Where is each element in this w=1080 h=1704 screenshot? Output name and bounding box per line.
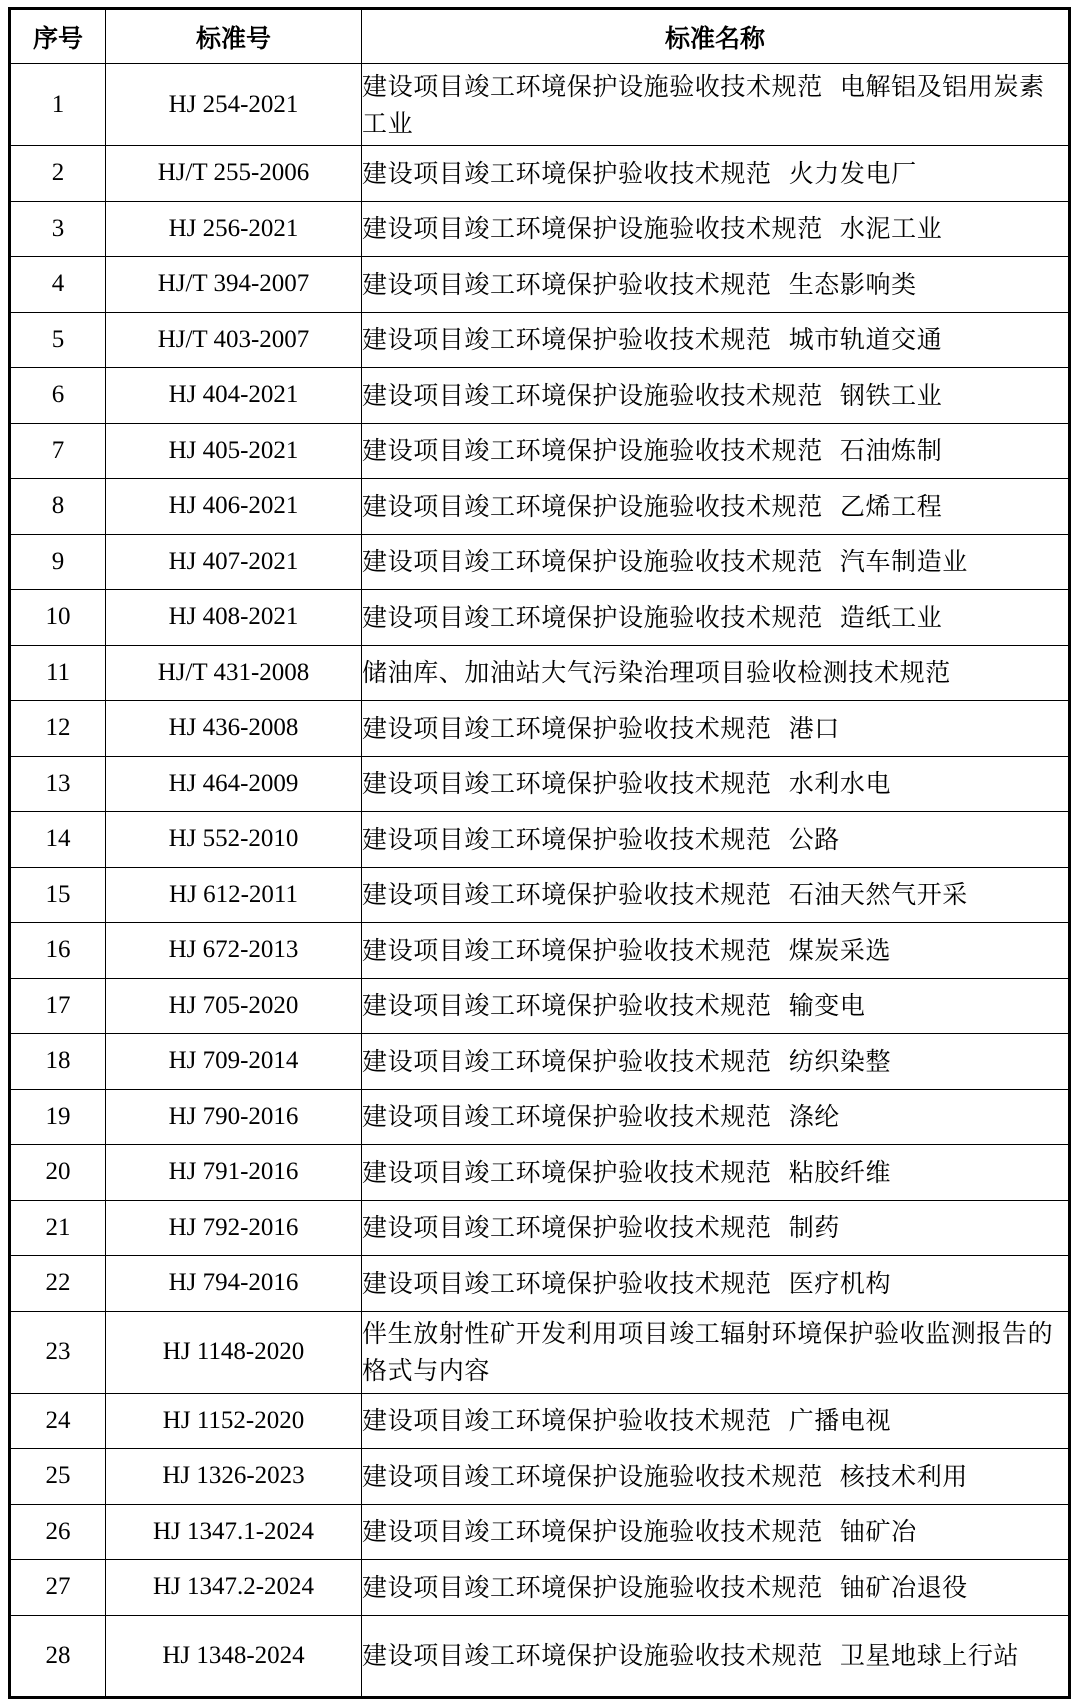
standard-code-cell: HJ 792-2016	[106, 1200, 362, 1256]
serial-number-cell: 1	[10, 64, 106, 146]
standard-name-cell: 建设项目竣工环境保护验收技术规范 输变电	[362, 978, 1070, 1034]
table-row	[10, 1256, 1070, 1312]
serial-number-cell: 17	[10, 978, 106, 1034]
serial-number-cell: 26	[10, 1504, 106, 1560]
table-row	[10, 534, 1070, 590]
standard-name-cell: 建设项目竣工环境保护设施验收技术规范 乙烯工程	[362, 479, 1070, 535]
standard-code-cell: HJ 405-2021	[106, 423, 362, 479]
standard-code-cell: HJ 709-2014	[106, 1034, 362, 1090]
standard-name-cell: 建设项目竣工环境保护验收技术规范 煤炭采选	[362, 923, 1070, 979]
table-row	[10, 590, 1070, 646]
standard-code-cell: HJ 256-2021	[106, 201, 362, 257]
serial-number-cell: 13	[10, 756, 106, 812]
standard-name-cell: 建设项目竣工环境保护设施验收技术规范 铀矿冶	[362, 1504, 1070, 1560]
serial-number-cell: 24	[10, 1393, 106, 1449]
table-row	[10, 756, 1070, 812]
standard-code-cell: HJ 1326-2023	[106, 1449, 362, 1505]
standard-code-cell: HJ 794-2016	[106, 1256, 362, 1312]
standard-code-cell: HJ/T 403-2007	[106, 312, 362, 368]
serial-number-cell: 20	[10, 1145, 106, 1201]
standard-code-cell: HJ 436-2008	[106, 701, 362, 757]
serial-number-cell: 7	[10, 423, 106, 479]
standard-code-cell: HJ 1348-2024	[106, 1615, 362, 1697]
standard-name-cell: 建设项目竣工环境保护设施验收技术规范 铀矿冶退役	[362, 1560, 1070, 1616]
standard-name-cell: 建设项目竣工环境保护验收技术规范 石油天然气开采	[362, 867, 1070, 923]
serial-number-cell: 12	[10, 701, 106, 757]
table-header	[10, 9, 1070, 64]
serial-number-cell: 28	[10, 1615, 106, 1697]
serial-number-cell: 23	[10, 1311, 106, 1393]
table-row	[10, 1449, 1070, 1505]
standard-code-cell: HJ 705-2020	[106, 978, 362, 1034]
table-row	[10, 1393, 1070, 1449]
table-row	[10, 201, 1070, 257]
table-row	[10, 1089, 1070, 1145]
standard-name-cell: 建设项目竣工环境保护验收技术规范 生态影响类	[362, 257, 1070, 313]
serial-number-cell: 11	[10, 645, 106, 701]
serial-number-cell: 5	[10, 312, 106, 368]
standard-name-cell: 建设项目竣工环境保护验收技术规范 纺织染整	[362, 1034, 1070, 1090]
table-row	[10, 257, 1070, 313]
serial-number-cell: 22	[10, 1256, 106, 1312]
table-row	[10, 978, 1070, 1034]
standards-table	[8, 7, 1071, 1699]
standard-code-cell: HJ 791-2016	[106, 1145, 362, 1201]
table-row	[10, 1034, 1070, 1090]
standard-name-cell: 建设项目竣工环境保护验收技术规范 涤纶	[362, 1089, 1070, 1145]
standard-code-cell: HJ 1152-2020	[106, 1393, 362, 1449]
standard-code-cell: HJ 672-2013	[106, 923, 362, 979]
standard-code-cell: HJ 404-2021	[106, 368, 362, 424]
standard-name-cell: 建设项目竣工环境保护验收技术规范 医疗机构	[362, 1256, 1070, 1312]
standard-name-cell: 建设项目竣工环境保护设施验收技术规范 水泥工业	[362, 201, 1070, 257]
serial-number-cell: 16	[10, 923, 106, 979]
serial-number-cell: 4	[10, 257, 106, 313]
standard-name-cell: 建设项目竣工环境保护设施验收技术规范 汽车制造业	[362, 534, 1070, 590]
standard-name-cell: 建设项目竣工环境保护验收技术规范 公路	[362, 812, 1070, 868]
table-row	[10, 867, 1070, 923]
standard-code-cell: HJ 407-2021	[106, 534, 362, 590]
standard-code-cell: HJ/T 255-2006	[106, 146, 362, 202]
table-body	[10, 64, 1070, 1698]
serial-number-cell: 10	[10, 590, 106, 646]
serial-number-cell: 21	[10, 1200, 106, 1256]
table-row	[10, 64, 1070, 146]
table-row	[10, 812, 1070, 868]
table-row	[10, 645, 1070, 701]
standard-code-cell: HJ/T 394-2007	[106, 257, 362, 313]
standard-name-cell: 建设项目竣工环境保护验收技术规范 水利水电	[362, 756, 1070, 812]
header-serial-number: 序号	[10, 9, 106, 64]
table-row	[10, 1200, 1070, 1256]
serial-number-cell: 25	[10, 1449, 106, 1505]
serial-number-cell: 3	[10, 201, 106, 257]
table-row	[10, 1615, 1070, 1697]
serial-number-cell: 8	[10, 479, 106, 535]
serial-number-cell: 14	[10, 812, 106, 868]
serial-number-cell: 27	[10, 1560, 106, 1616]
standard-code-cell: HJ 464-2009	[106, 756, 362, 812]
serial-number-cell: 9	[10, 534, 106, 590]
table-row	[10, 1311, 1070, 1393]
table-row	[10, 423, 1070, 479]
standard-code-cell: HJ 790-2016	[106, 1089, 362, 1145]
serial-number-cell: 19	[10, 1089, 106, 1145]
table-row	[10, 1145, 1070, 1201]
standard-code-cell: HJ 254-2021	[106, 64, 362, 146]
standard-code-cell: HJ 408-2021	[106, 590, 362, 646]
standard-code-cell: HJ 1148-2020	[106, 1311, 362, 1393]
table-row	[10, 312, 1070, 368]
standard-name-cell: 建设项目竣工环境保护设施验收技术规范 石油炼制	[362, 423, 1070, 479]
table-row	[10, 146, 1070, 202]
header-row	[10, 9, 1070, 64]
serial-number-cell: 18	[10, 1034, 106, 1090]
standard-code-cell: HJ 1347.1-2024	[106, 1504, 362, 1560]
standard-name-cell: 建设项目竣工环境保护验收技术规范 粘胶纤维	[362, 1145, 1070, 1201]
standard-code-cell: HJ 406-2021	[106, 479, 362, 535]
table-row	[10, 1504, 1070, 1560]
standard-name-cell: 伴生放射性矿开发利用项目竣工辐射环境保护验收监测报告的格式与内容	[362, 1311, 1070, 1393]
standard-name-cell: 建设项目竣工环境保护设施验收技术规范 钢铁工业	[362, 368, 1070, 424]
standard-name-cell: 建设项目竣工环境保护验收技术规范 制药	[362, 1200, 1070, 1256]
table-row	[10, 479, 1070, 535]
standard-code-cell: HJ 612-2011	[106, 867, 362, 923]
standard-name-cell: 储油库、加油站大气污染治理项目验收检测技术规范	[362, 645, 1070, 701]
standard-name-cell: 建设项目竣工环境保护设施验收技术规范 核技术利用	[362, 1449, 1070, 1505]
serial-number-cell: 15	[10, 867, 106, 923]
standard-code-cell: HJ/T 431-2008	[106, 645, 362, 701]
standard-name-cell: 建设项目竣工环境保护验收技术规范 火力发电厂	[362, 146, 1070, 202]
standard-name-cell: 建设项目竣工环境保护验收技术规范 广播电视	[362, 1393, 1070, 1449]
standard-name-cell: 建设项目竣工环境保护设施验收技术规范 造纸工业	[362, 590, 1070, 646]
header-standard-code: 标准号	[106, 9, 362, 64]
table-row	[10, 701, 1070, 757]
standard-name-cell: 建设项目竣工环境保护设施验收技术规范 卫星地球上行站	[362, 1615, 1070, 1697]
standard-code-cell: HJ 552-2010	[106, 812, 362, 868]
standard-name-cell: 建设项目竣工环境保护验收技术规范 港口	[362, 701, 1070, 757]
table-row	[10, 368, 1070, 424]
serial-number-cell: 6	[10, 368, 106, 424]
standard-name-cell: 建设项目竣工环境保护验收技术规范 城市轨道交通	[362, 312, 1070, 368]
table-row	[10, 923, 1070, 979]
header-standard-name: 标准名称	[362, 9, 1070, 64]
standard-code-cell: HJ 1347.2-2024	[106, 1560, 362, 1616]
table-row	[10, 1560, 1070, 1616]
standard-name-cell: 建设项目竣工环境保护设施验收技术规范 电解铝及铝用炭素工业	[362, 64, 1070, 146]
serial-number-cell: 2	[10, 146, 106, 202]
